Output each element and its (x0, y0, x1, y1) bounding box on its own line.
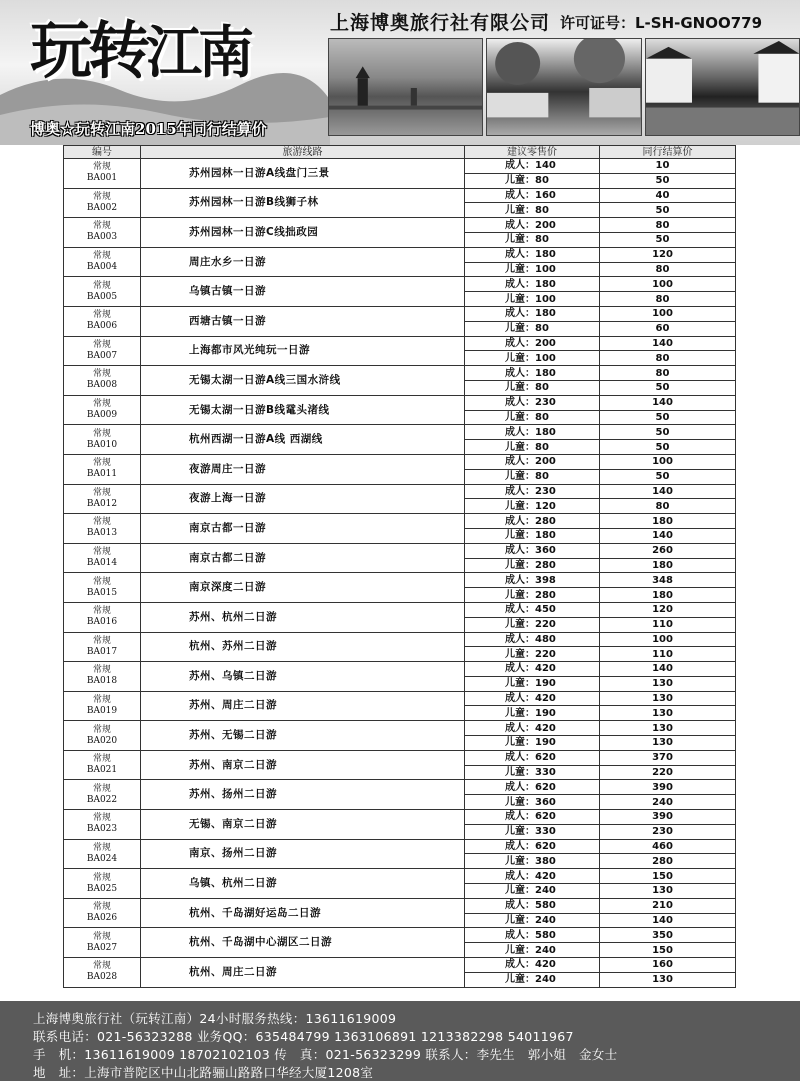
child-retail-price: 儿童：360 (465, 795, 600, 810)
tour-route: 杭州、千岛湖好运岛二日游 (141, 898, 465, 928)
table-row (64, 928, 736, 943)
adult-retail-price: 成人：360 (465, 543, 600, 558)
table-row (64, 839, 736, 854)
child-retail-price: 儿童：80 (465, 173, 600, 188)
adult-retail-price: 成人：180 (465, 366, 600, 381)
tour-route: 夜游周庄一日游 (141, 454, 465, 484)
table-row (64, 662, 736, 677)
adult-retail-price: 成人：480 (465, 632, 600, 647)
child-retail-price: 儿童：240 (465, 884, 600, 899)
child-retail-price: 儿童：80 (465, 469, 600, 484)
tour-route: 杭州、周庄二日游 (141, 958, 465, 988)
tour-code: 常规 BA006 (64, 306, 141, 336)
child-settle-price: 130 (600, 972, 736, 987)
tour-route: 苏州园林一日游C线拙政园 (141, 218, 465, 248)
child-settle-price: 220 (600, 765, 736, 780)
header-banner (0, 0, 800, 145)
child-settle-price: 110 (600, 617, 736, 632)
adult-settle-price: 10 (600, 159, 736, 174)
table-row (64, 750, 736, 765)
adult-settle-price: 160 (600, 958, 736, 973)
child-settle-price: 130 (600, 884, 736, 899)
child-retail-price: 儿童：100 (465, 351, 600, 366)
tour-code: 常规 BA009 (64, 395, 141, 425)
tour-route: 夜游上海一日游 (141, 484, 465, 514)
adult-settle-price: 100 (600, 277, 736, 292)
adult-retail-price: 成人：140 (465, 159, 600, 174)
tour-route: 苏州、南京二日游 (141, 750, 465, 780)
child-retail-price: 儿童：190 (465, 736, 600, 751)
table-row (64, 395, 736, 410)
tour-route: 苏州、乌镇二日游 (141, 662, 465, 692)
child-settle-price: 80 (600, 292, 736, 307)
child-retail-price: 儿童：190 (465, 676, 600, 691)
child-retail-price: 儿童：100 (465, 292, 600, 307)
child-settle-price: 50 (600, 380, 736, 395)
logo-char-3: 江 (146, 20, 199, 86)
tour-code: 常规 BA003 (64, 218, 141, 248)
table-row (64, 425, 736, 440)
adult-settle-price: 120 (600, 602, 736, 617)
adult-retail-price: 成人：420 (465, 691, 600, 706)
tour-code: 常规 BA013 (64, 514, 141, 544)
child-settle-price: 80 (600, 351, 736, 366)
adult-settle-price: 140 (600, 662, 736, 677)
child-retail-price: 儿童：80 (465, 203, 600, 218)
price-table (63, 145, 736, 988)
adult-settle-price: 180 (600, 514, 736, 529)
logo-char-1: 玩 (30, 14, 89, 87)
adult-settle-price: 390 (600, 810, 736, 825)
tour-code: 常规 BA010 (64, 425, 141, 455)
child-retail-price: 儿童：280 (465, 558, 600, 573)
child-settle-price: 50 (600, 203, 736, 218)
tour-route: 杭州、千岛湖中心湖区二日游 (141, 928, 465, 958)
tour-route: 苏州、无锡二日游 (141, 721, 465, 751)
child-retail-price: 儿童：240 (465, 913, 600, 928)
adult-retail-price: 成人：200 (465, 454, 600, 469)
tour-route: 无锡太湖一日游A线三国水浒线 (141, 366, 465, 396)
tour-route: 南京古都一日游 (141, 514, 465, 544)
canal-photo (486, 38, 641, 136)
adult-retail-price: 成人：450 (465, 602, 600, 617)
tour-route: 苏州、杭州二日游 (141, 602, 465, 632)
child-retail-price: 儿童：180 (465, 528, 600, 543)
tour-code: 常规 BA005 (64, 277, 141, 307)
child-retail-price: 儿童：280 (465, 588, 600, 603)
adult-retail-price: 成人：620 (465, 810, 600, 825)
tour-route: 乌镇古镇一日游 (141, 277, 465, 307)
tour-code: 常规 BA020 (64, 721, 141, 751)
water-town-photo (645, 38, 800, 136)
child-settle-price: 130 (600, 676, 736, 691)
adult-retail-price: 成人：180 (465, 306, 600, 321)
table-row (64, 218, 736, 233)
child-settle-price: 50 (600, 410, 736, 425)
tour-code: 常规 BA023 (64, 810, 141, 840)
adult-retail-price: 成人：420 (465, 869, 600, 884)
adult-settle-price: 260 (600, 543, 736, 558)
table-row (64, 336, 736, 351)
adult-settle-price: 130 (600, 691, 736, 706)
photo-strip (328, 38, 800, 136)
footer-mobile-fax: 手 机：13611619009 18702102103 传 真：021-56323299 联系人：李先生 郭小姐 金女士 (33, 1047, 618, 1062)
table-row (64, 188, 736, 203)
tour-code: 常规 BA024 (64, 839, 141, 869)
adult-settle-price: 350 (600, 928, 736, 943)
adult-retail-price: 成人：620 (465, 780, 600, 795)
child-settle-price: 80 (600, 262, 736, 277)
adult-settle-price: 370 (600, 750, 736, 765)
tour-route: 南京深度二日游 (141, 573, 465, 603)
table-row (64, 898, 736, 913)
child-settle-price: 60 (600, 321, 736, 336)
tour-code: 常规 BA026 (64, 898, 141, 928)
adult-retail-price: 成人：620 (465, 839, 600, 854)
tour-route: 上海都市风光纯玩一日游 (141, 336, 465, 366)
footer-hotline: 上海博奥旅行社（玩转江南）24小时服务热线：13611619009 (33, 1011, 397, 1026)
adult-settle-price: 50 (600, 425, 736, 440)
header-code: 编号 (64, 146, 141, 159)
adult-settle-price: 40 (600, 188, 736, 203)
tour-route: 西塘古镇一日游 (141, 306, 465, 336)
child-settle-price: 50 (600, 469, 736, 484)
table-row (64, 514, 736, 529)
footer-address: 地 址：上海市普陀区中山北路骊山路路口华经大厦1208室 (33, 1065, 374, 1080)
child-retail-price: 儿童：120 (465, 499, 600, 514)
table-row (64, 366, 736, 381)
child-retail-price: 儿童：220 (465, 647, 600, 662)
table-row (64, 780, 736, 795)
adult-retail-price: 成人：200 (465, 336, 600, 351)
adult-settle-price: 120 (600, 247, 736, 262)
child-retail-price: 儿童：80 (465, 321, 600, 336)
table-row (64, 573, 736, 588)
adult-retail-price: 成人：230 (465, 395, 600, 410)
tour-route: 苏州、周庄二日游 (141, 691, 465, 721)
child-settle-price: 150 (600, 943, 736, 958)
adult-settle-price: 390 (600, 780, 736, 795)
tour-route: 乌镇、杭州二日游 (141, 869, 465, 899)
table-row (64, 810, 736, 825)
adult-settle-price: 348 (600, 573, 736, 588)
adult-settle-price: 130 (600, 721, 736, 736)
child-settle-price: 50 (600, 173, 736, 188)
tour-code: 常规 BA018 (64, 662, 141, 692)
child-settle-price: 130 (600, 736, 736, 751)
tour-code: 常规 BA004 (64, 247, 141, 277)
table-row (64, 721, 736, 736)
adult-retail-price: 成人：200 (465, 218, 600, 233)
adult-settle-price: 100 (600, 454, 736, 469)
child-retail-price: 儿童：220 (465, 617, 600, 632)
table-row (64, 543, 736, 558)
child-settle-price: 140 (600, 528, 736, 543)
child-retail-price: 儿童：80 (465, 440, 600, 455)
tour-route: 南京古都二日游 (141, 543, 465, 573)
tour-route: 杭州、苏州二日游 (141, 632, 465, 662)
adult-settle-price: 460 (600, 839, 736, 854)
adult-settle-price: 80 (600, 218, 736, 233)
footer-contact (0, 1001, 800, 1081)
child-settle-price: 110 (600, 647, 736, 662)
child-retail-price: 儿童：80 (465, 380, 600, 395)
tour-code: 常规 BA015 (64, 573, 141, 603)
child-retail-price: 儿童：330 (465, 765, 600, 780)
west-lake-photo (328, 38, 483, 136)
tour-code: 常规 BA021 (64, 750, 141, 780)
tour-route: 无锡、南京二日游 (141, 810, 465, 840)
table-row (64, 306, 736, 321)
adult-settle-price: 80 (600, 366, 736, 381)
child-settle-price: 140 (600, 913, 736, 928)
tour-code: 常规 BA016 (64, 602, 141, 632)
tour-route: 苏州园林一日游A线盘门三景 (141, 159, 465, 189)
tour-code: 常规 BA002 (64, 188, 141, 218)
table-row (64, 691, 736, 706)
header-retail-price: 建议零售价 (465, 146, 600, 159)
tour-route: 杭州西湖一日游A线 西湖线 (141, 425, 465, 455)
table-row (64, 159, 736, 174)
logo-title (30, 14, 251, 87)
tour-code: 常规 BA011 (64, 454, 141, 484)
adult-retail-price: 成人：420 (465, 662, 600, 677)
child-retail-price: 儿童：80 (465, 410, 600, 425)
tour-code: 常规 BA001 (64, 159, 141, 189)
child-retail-price: 儿童：330 (465, 824, 600, 839)
child-settle-price: 50 (600, 232, 736, 247)
adult-retail-price: 成人：580 (465, 898, 600, 913)
table-row (64, 632, 736, 647)
adult-retail-price: 成人：620 (465, 750, 600, 765)
footer-phone-qq: 联系电话：021-56323288 业务QQ：635484799 1363106891 1213382298 54011967 (33, 1029, 574, 1044)
table-row (64, 869, 736, 884)
child-retail-price: 儿童：240 (465, 943, 600, 958)
page-subtitle: 博奥☆玩转江南2015年同行结算价 (30, 120, 267, 138)
child-retail-price: 儿童：190 (465, 706, 600, 721)
tour-route: 苏州园林一日游B线狮子林 (141, 188, 465, 218)
child-retail-price: 儿童：240 (465, 972, 600, 987)
logo-char-4: 南 (198, 20, 251, 86)
adult-retail-price: 成人：398 (465, 573, 600, 588)
tour-code: 常规 BA017 (64, 632, 141, 662)
adult-settle-price: 100 (600, 306, 736, 321)
tour-code: 常规 BA014 (64, 543, 141, 573)
tour-route: 南京、扬州二日游 (141, 839, 465, 869)
tour-code: 常规 BA028 (64, 958, 141, 988)
table-row (64, 454, 736, 469)
tour-route: 周庄水乡一日游 (141, 247, 465, 277)
adult-retail-price: 成人：280 (465, 514, 600, 529)
adult-retail-price: 成人：420 (465, 958, 600, 973)
license-number: 许可证号：L-SH-GNOO779 (560, 14, 763, 32)
adult-retail-price: 成人：420 (465, 721, 600, 736)
tour-code: 常规 BA012 (64, 484, 141, 514)
tour-route: 无锡太湖一日游B线鼋头渚线 (141, 395, 465, 425)
adult-retail-price: 成人：580 (465, 928, 600, 943)
adult-settle-price: 210 (600, 898, 736, 913)
child-settle-price: 130 (600, 706, 736, 721)
child-retail-price: 儿童：380 (465, 854, 600, 869)
tour-code: 常规 BA019 (64, 691, 141, 721)
tour-code: 常规 BA027 (64, 928, 141, 958)
adult-retail-price: 成人：180 (465, 247, 600, 262)
child-settle-price: 180 (600, 558, 736, 573)
adult-retail-price: 成人：160 (465, 188, 600, 203)
adult-settle-price: 150 (600, 869, 736, 884)
child-settle-price: 280 (600, 854, 736, 869)
adult-settle-price: 140 (600, 336, 736, 351)
table-row (64, 484, 736, 499)
child-retail-price: 儿童：80 (465, 232, 600, 247)
adult-settle-price: 140 (600, 484, 736, 499)
adult-retail-price: 成人：180 (465, 425, 600, 440)
company-name: 上海博奥旅行社有限公司 (330, 12, 551, 34)
adult-retail-price: 成人：230 (465, 484, 600, 499)
adult-settle-price: 140 (600, 395, 736, 410)
table-header-row (64, 146, 736, 159)
adult-retail-price: 成人：180 (465, 277, 600, 292)
tour-route: 苏州、扬州二日游 (141, 780, 465, 810)
child-retail-price: 儿童：100 (465, 262, 600, 277)
logo-char-2: 转 (88, 14, 147, 87)
child-settle-price: 180 (600, 588, 736, 603)
table-row (64, 277, 736, 292)
table-row (64, 247, 736, 262)
child-settle-price: 240 (600, 795, 736, 810)
adult-settle-price: 100 (600, 632, 736, 647)
child-settle-price: 80 (600, 499, 736, 514)
table-row (64, 602, 736, 617)
tour-code: 常规 BA022 (64, 780, 141, 810)
header-settle-price: 同行结算价 (600, 146, 736, 159)
child-settle-price: 50 (600, 440, 736, 455)
header-route: 旅游线路 (141, 146, 465, 159)
tour-code: 常规 BA007 (64, 336, 141, 366)
tour-code: 常规 BA025 (64, 869, 141, 899)
child-settle-price: 230 (600, 824, 736, 839)
table-row (64, 958, 736, 973)
tour-code: 常规 BA008 (64, 366, 141, 396)
